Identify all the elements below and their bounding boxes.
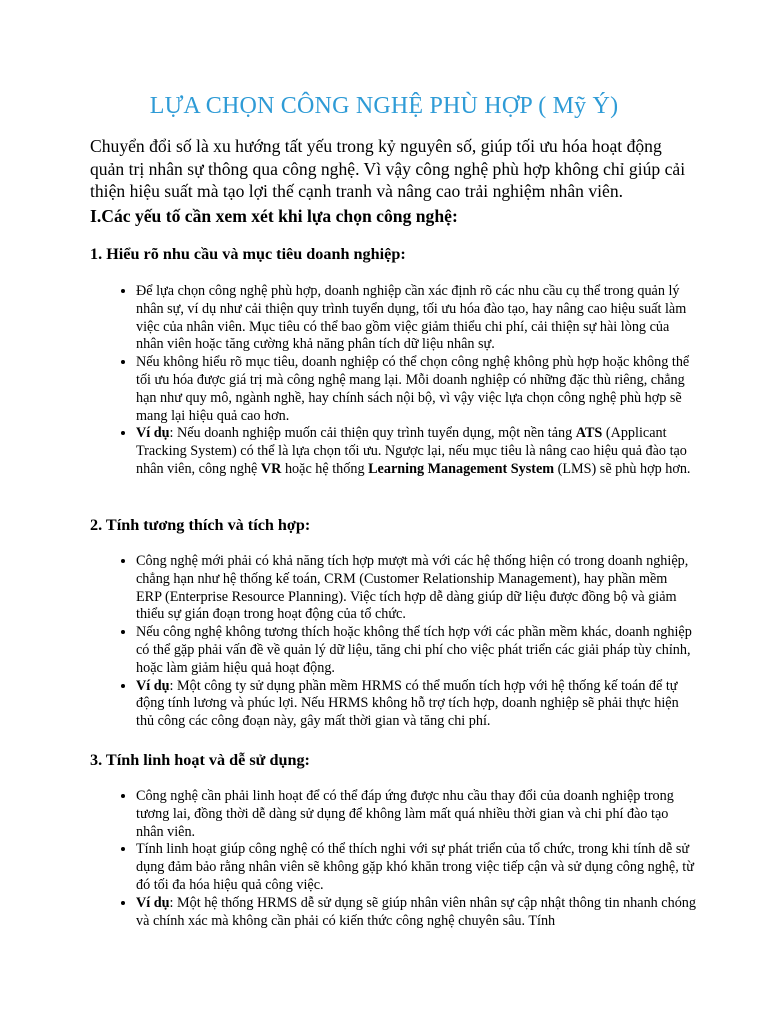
subsection-1-heading: 1. Hiểu rõ nhu cầu và mục tiêu doanh nghiệp: — [90, 245, 406, 263]
intro-paragraph: Chuyển đổi số là xu hướng tất yếu trong kỷ nguyên số, giúp tối ưu hóa hoạt động quản trị nhân sự thông qua công nghệ. Vì vậy công nghệ phù hợp không chỉ giúp cải thiện hiệu suất mà tạo lợi thế cạnh tranh và nâng cao trải nghiệm nhân viên. — [90, 136, 686, 201]
list-item: • Nếu không hiểu rõ mục tiêu, doanh nghiệp có thể chọn công nghệ không phù hợp hoặc không thể tối ưu hóa được giá trị mà công nghệ mang lại. Mỗi doanh nghiệp có những đặc thù riêng, chẳng hạn như quy mô, ngành nghề, hay chính sách nội bộ, vì vậy việc lựa chọn công nghệ phù hợp sẽ mang lại hiệu quả cao hơn. — [136, 354, 696, 425]
section-heading: I.Các yếu tố cần xem xét khi lựa chọn công nghệ: — [90, 206, 458, 226]
list-item: • Công nghệ mới phải có khả năng tích hợp mượt mà với các hệ thống hiện có trong doanh nghiệp, chẳng hạn như hệ thống kế toán, CRM (Customer Relationship Management), hay phần mềm ERP (Enterprise Resource Planning). Việc tích hợp dễ dàng giúp dữ liệu được đồng bộ và giảm thiểu sự gián đoạn trong hoạt động của tổ chức. — [136, 553, 696, 624]
example-bold-term: ATS — [575, 425, 603, 442]
list-item: • Để lựa chọn công nghệ phù hợp, doanh nghiệp cần xác định rõ các nhu cầu cụ thể trong quản lý nhân sự, ví dụ như cải thiện quy trình tuyển dụng, tối ưu hóa đào tạo, hay nâng cao hiệu suất làm việc của nhân viên. Mục tiêu có thể bao gồm việc giảm thiểu chi phí, cải thiện sự hài lòng của nhân viên hoặc tăng cường khả năng phân tích dữ liệu nhân sự. — [136, 283, 696, 354]
list-item: • Nếu công nghệ không tương thích hoặc không thể tích hợp với các phần mềm khác, doanh nghiệp có thể gặp phải vấn đề về quản lý dữ liệu, tăng chi phí cho việc phát triển các giải pháp tùy chỉnh, hoặc làm giảm hiệu quả hoạt động. — [136, 624, 696, 677]
subsection-3-heading: 3. Tính linh hoạt và dễ sử dụng: — [90, 751, 310, 769]
list-item: • Tính linh hoạt giúp công nghệ có thể thích nghi với sự phát triển của tổ chức, trong khi tính dễ sử dụng đảm bảo rằng nhân viên sẽ không gặp khó khăn trong việc tiếp cận và sử dụng công nghệ, từ đó tối đa hóa hiệu quả công việc. — [136, 841, 696, 894]
example-text: (LMS) sẽ phù hợp hơn. — [554, 460, 691, 477]
example-text: : Một hệ thống HRMS dễ sử dụng sẽ giúp nhân viên nhân sự cập nhật thông tin nhanh chóng và chính xác mà không cần phải có kiến thức công nghệ chuyên sâu. Tính — [136, 894, 696, 929]
example-text: : Nếu doanh nghiệp muốn cải thiện quy trình tuyển dụng, một nền tảng — [169, 425, 576, 442]
example-label: Ví dụ — [136, 677, 170, 694]
subsection-2-heading: 2. Tính tương thích và tích hợp: — [90, 516, 311, 534]
example-label: Ví dụ — [136, 425, 170, 442]
document-title: LỰA CHỌN CÔNG NGHỆ PHÙ HỢP ( Mỹ Ý) — [149, 93, 619, 119]
subsection-3-list — [114, 788, 696, 930]
example-bold-term: VR — [260, 460, 282, 477]
example-bold-term: Learning Management System — [368, 460, 555, 477]
list-item-example — [136, 678, 696, 731]
list-item-example — [136, 895, 696, 931]
subsection-1-list — [114, 283, 696, 479]
example-text: : Một công ty sử dụng phần mềm HRMS có thể muốn tích hợp với hệ thống kế toán để tự động tính lương và phúc lợi. Nếu HRMS không hỗ trợ tích hợp, doanh nghiệp sẽ phải thực hiện thủ công các công đoạn này, gây mất thời gian và tăng chi phí. — [136, 677, 679, 730]
subsection-2-list — [114, 553, 696, 731]
list-item: • Công nghệ cần phải linh hoạt để có thể đáp ứng được nhu cầu thay đổi của doanh nghiệp trong tương lai, đồng thời dễ dàng sử dụng để không làm mất quá nhiều thời gian và chi phí đào tạo nhân viên. — [136, 788, 696, 841]
example-label: Ví dụ — [136, 894, 170, 911]
example-text: hoặc hệ thống — [281, 460, 369, 477]
example-text: (Applicant Tracking System) có thể là lựa chọn tối ưu. Ngược lại, nếu mục tiêu là nâng cao hiệu quả đào tạo nhân viên, công nghệ — [136, 425, 687, 477]
list-item-example — [136, 425, 696, 478]
